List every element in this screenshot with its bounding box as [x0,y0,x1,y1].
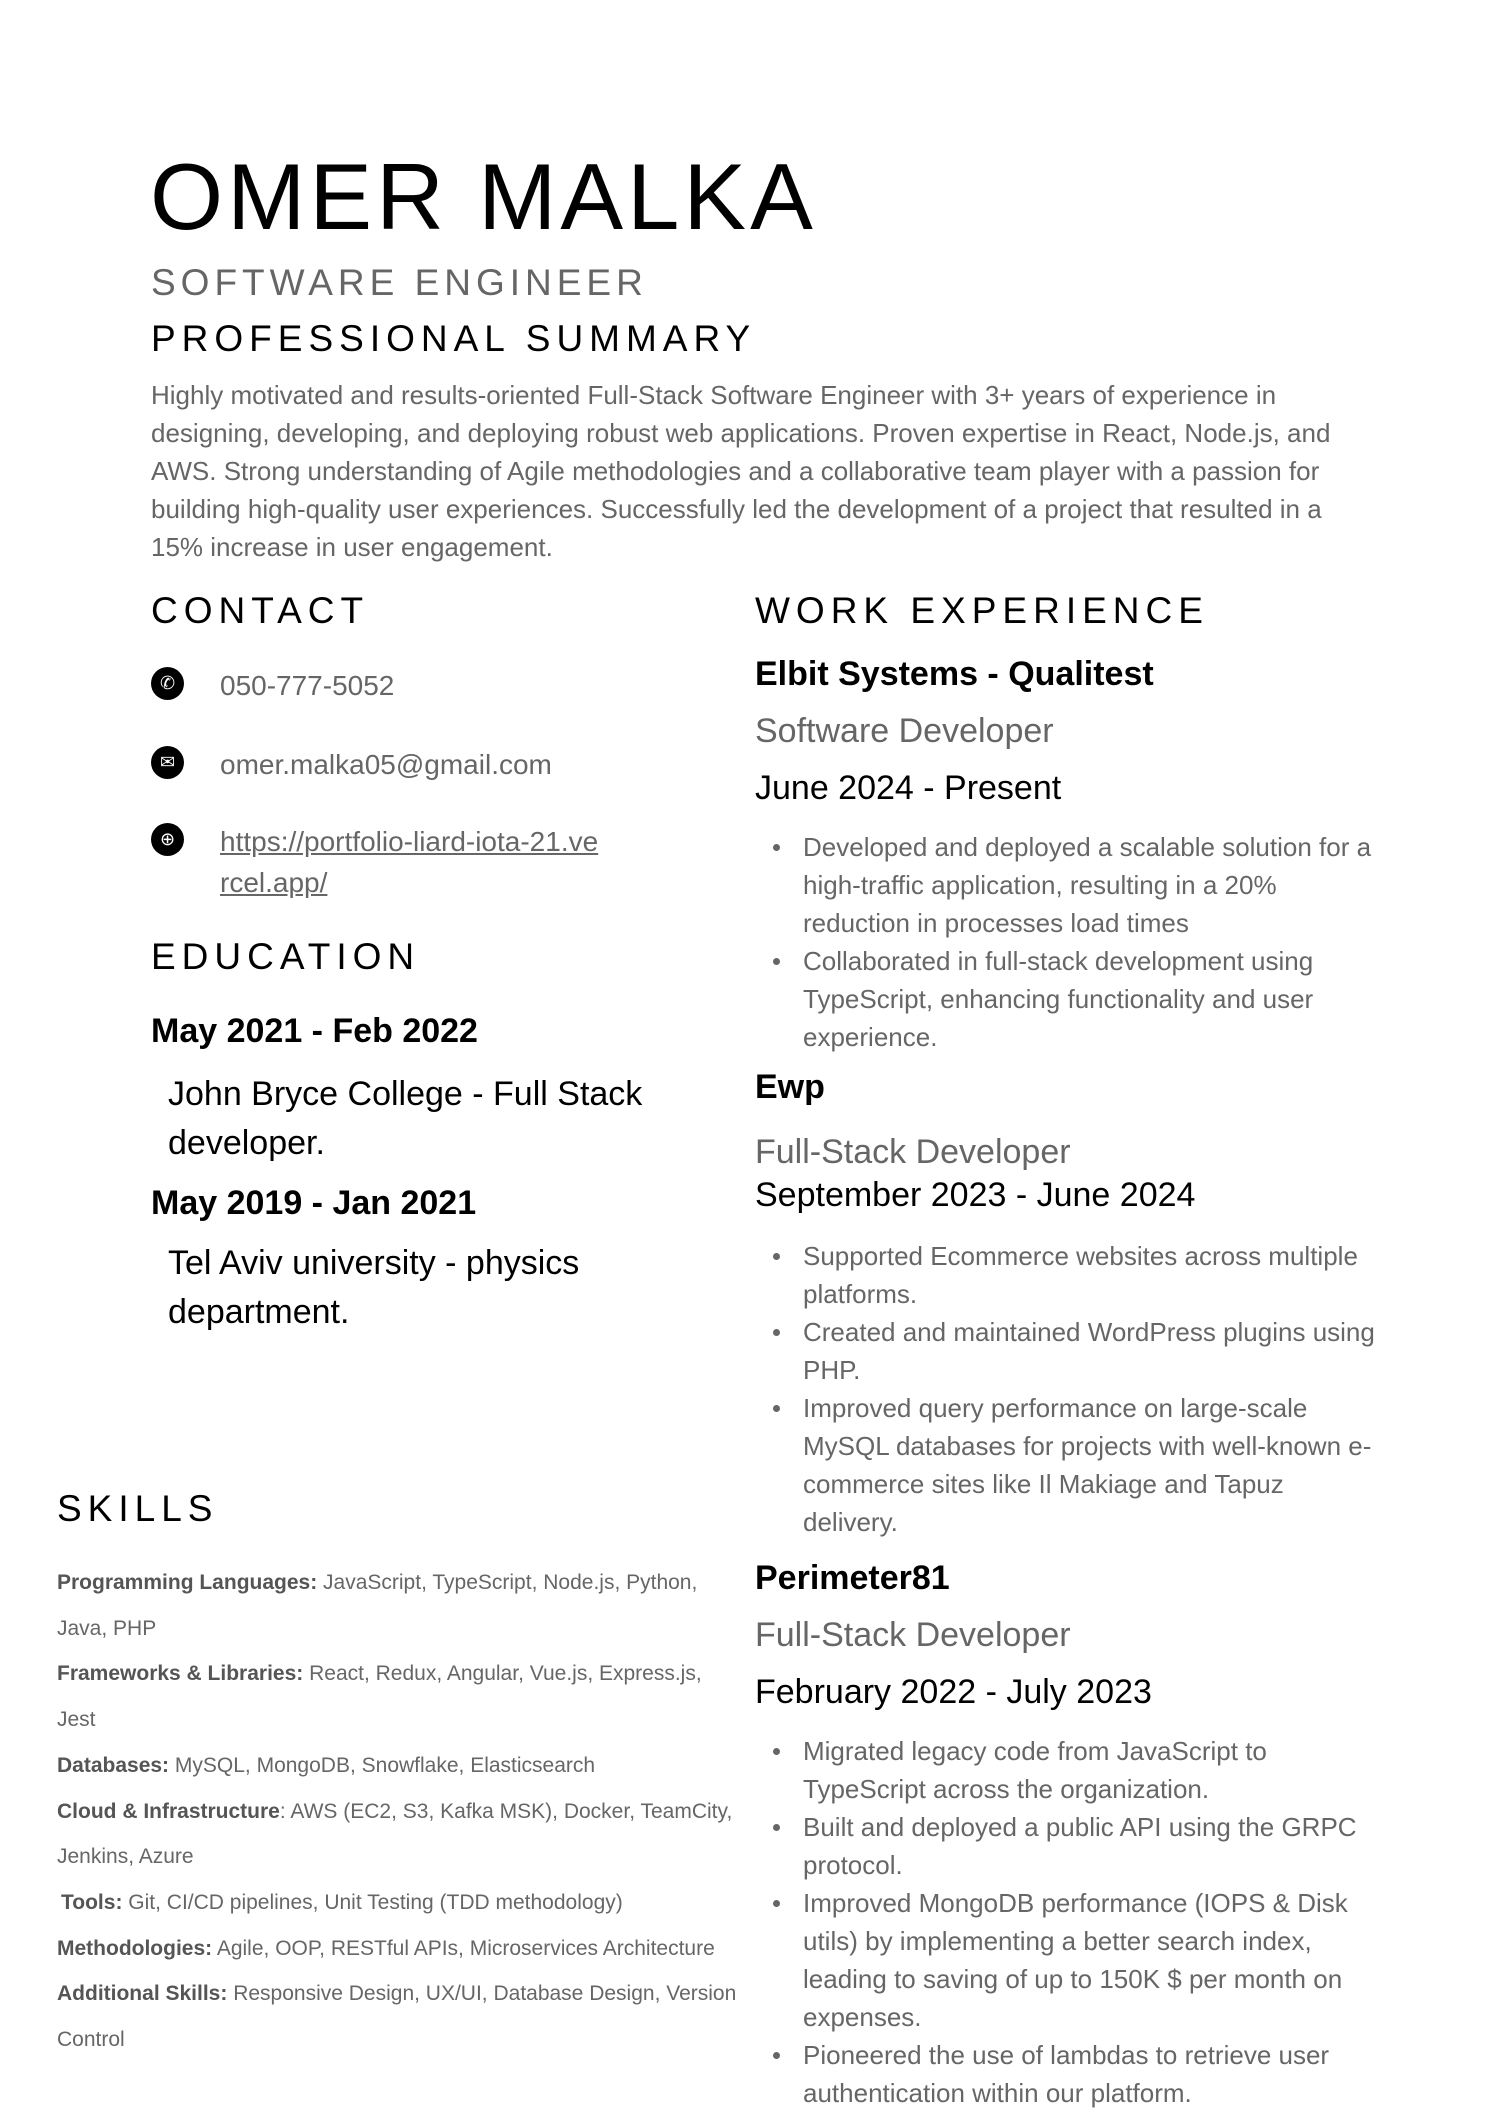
job-role: Full-Stack Developer [755,1615,1071,1654]
company-name: Ewp [755,1068,825,1106]
contact-phone [151,665,394,706]
work-heading: WORK EXPERIENCE [755,590,1209,631]
phone-icon: ✆ [151,667,184,700]
job-entry [755,1067,1375,1541]
job-dates: June 2024 - Present [755,768,1062,807]
contact-website [151,821,600,903]
job-bullet: Improved MongoDB performance (IOPS & Disk utils) by implementing a better search index, leading to saving of up to 150K $ per month on expenses. [755,1884,1375,2036]
summary-text: Highly motivated and results-oriented Full-Stack Software Engineer with 3+ years of experience in designing, developing, and deploying robust web applications. Proven expertise in React, Node.js, and AWS. Strong understanding of Agile methodologies and a collaborative team player with a passion for building high-quality user experiences. Successfully led the development of a project that resulted in a 15% increase in user engagement. [151,380,1331,562]
company-name: Perimeter81 [755,1559,950,1597]
contact-email [151,744,552,785]
job-bullet: Created and maintained WordPress plugins using PHP. [755,1313,1375,1389]
education-text: Tel Aviv university - physics department. [168,1244,580,1331]
phone-number: 050-777-5052 [220,670,395,701]
skill-item: Programming Languages: JavaScript, TypeScript, Node.js, Python, Java, PHP [57,1571,698,1640]
contact-heading: CONTACT [151,590,370,631]
skill-item: Frameworks & Libraries: React, Redux, Angular, Vue.js, Express.js, Jest [57,1662,702,1732]
skills-heading: SKILLS [57,1488,219,1529]
education-text: John Bryce College - Full Stack developer. [168,1075,643,1162]
job-bullet: Migrated legacy code from JavaScript to TypeScript across the organization. [755,1732,1375,1808]
summary-heading: PROFESSIONAL SUMMARY [151,318,757,359]
education-heading: EDUCATION [151,936,421,977]
job-dates: September 2023 - June 2024 [755,1175,1196,1214]
website-link[interactable]: https://portfolio-liard-iota-21.vercel.app/ [220,826,599,898]
mail-icon: ✉ [151,746,184,779]
job-bullet: Developed and deployed a scalable solution for a high-traffic application, resulting in a 20% reduction in processes load times [755,828,1375,942]
skill-item: Additional Skills: Responsive Design, UX/UI, Database Design, Version Control [57,1982,737,2052]
skill-item: Cloud & Infrastructure: AWS (EC2, S3, Kafka MSK), Docker, TeamCity, Jenkins, Azure [57,1799,733,1869]
skill-item: Tools: Git, CI/CD pipelines, Unit Testing (TDD methodology) [61,1890,623,1914]
candidate-name: OMER MALKA [150,144,817,249]
job-entry [755,1558,1375,2112]
job-dates: February 2022 - July 2023 [755,1672,1152,1711]
job-entry [755,654,1375,1056]
email-address: omer.malka05@gmail.com [220,749,552,780]
skill-item: Methodologies: Agile, OOP, RESTful APIs, Microservices Architecture [57,1936,715,1960]
job-bullet: Built and deployed a public API using the GRPC protocol. [755,1808,1375,1884]
job-bullet: Supported Ecommerce websites across multiple platforms. [755,1237,1375,1313]
job-bullet: Pioneered the use of lambdas to retrieve user authentication within our platform. [755,2036,1375,2112]
skills-list [57,1560,737,2063]
skill-item: Databases: MySQL, MongoDB, Snowflake, Elasticsearch [57,1753,596,1777]
globe-icon: ⊕ [151,823,184,856]
job-role: Software Developer [755,711,1054,750]
education-dates: May 2021 - Feb 2022 [151,1012,478,1050]
job-bullet: Collaborated in full-stack development using TypeScript, enhancing functionality and user experience. [755,942,1375,1056]
job-role: Full-Stack Developer [755,1132,1071,1171]
job-bullet: Improved query performance on large-scale MySQL databases for projects with well-known e-commerce sites like Il Makiage and Tapuz delivery. [755,1389,1375,1541]
job-title: SOFTWARE ENGINEER [151,262,648,303]
company-name: Elbit Systems - Qualitest [755,655,1154,693]
education-dates: May 2019 - Jan 2021 [151,1184,477,1222]
